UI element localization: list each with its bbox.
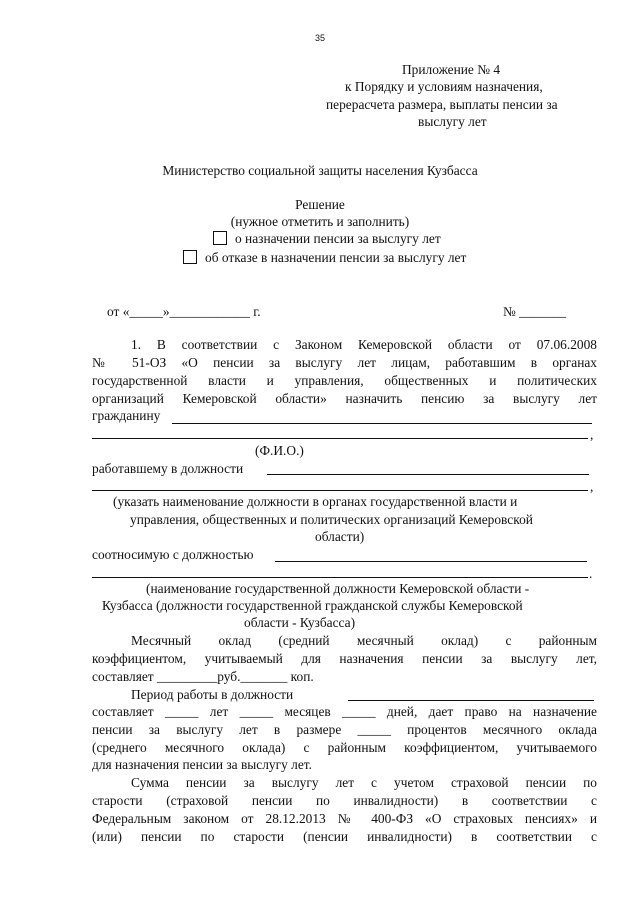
state-position-note-line-1: (наименование государственной должности Кемеровской области -	[146, 581, 530, 596]
appendix-title: Приложение № 4	[402, 62, 501, 77]
work-period-field[interactable]	[348, 700, 594, 701]
state-position-note-line-3: области - Кузбасса)	[244, 615, 356, 630]
page-number: 35	[314, 33, 325, 43]
citizen-name-field[interactable]	[172, 423, 592, 424]
comma-1: ,	[590, 427, 594, 442]
position-note-line-1: (указать наименование должности в органах государственной власти и	[113, 494, 518, 509]
work-period-label: Период работы в должности	[131, 687, 294, 702]
para1-line-4: организаций Кемеровской области» назначить пенсию за выслугу лет	[92, 391, 597, 406]
para1-line-1: 1. В соответствии с Законом Кемеровской области от 07.06.2008	[131, 337, 597, 352]
corresponding-label: соотносимую с должностью	[92, 547, 254, 562]
work-period-line-2: пенсии за выслугу лет в размере _____ процентов месячного оклада	[92, 722, 597, 737]
para1-line-3: государственной власти и управления, общественных и политических	[92, 373, 597, 388]
pension-sum-line-4: (или) пенсии по старости (пенсии инвалидности) в соответствии с	[92, 829, 597, 844]
option-refuse-label: об отказе в назначении пенсии за выслугу лет	[205, 250, 467, 265]
corresponding-field-2[interactable]	[92, 577, 588, 578]
para1-line-2: № 51-ОЗ «О пенсии за выслугу лет лицам, работавшим в органах	[92, 355, 597, 370]
decision-number: № _______	[503, 304, 566, 319]
salary-line-2: коэффициентом, учитываемый для назначения пенсии за выслугу лет,	[92, 651, 597, 666]
citizen-name-field-2[interactable]	[92, 438, 588, 439]
decision-title: Решение	[295, 197, 345, 212]
comma-2: ,	[590, 479, 594, 494]
appendix-line-3: перерасчета размера, выплаты пенсии за	[326, 97, 558, 112]
position-field[interactable]	[267, 474, 589, 475]
corresponding-field[interactable]	[275, 561, 587, 562]
citizen-label: гражданину	[92, 408, 161, 423]
position-note-line-2: управления, общественных и политических организаций Кемеровской	[130, 512, 533, 527]
option-refuse[interactable]	[183, 250, 466, 266]
option-assign-checkbox[interactable]	[213, 231, 227, 245]
option-refuse-checkbox[interactable]	[183, 250, 197, 264]
pension-sum-line-1: Сумма пенсии за выслугу лет с учетом страховой пенсии по	[131, 775, 597, 790]
decision-date: от «_____»____________ г.	[107, 304, 261, 319]
work-period-line-1: составляет _____ лет _____ месяцев _____ дней, дает право на назначение	[92, 704, 597, 719]
fio-label: (Ф.И.О.)	[255, 443, 304, 458]
work-period-line-4: для назначения пенсии за выслугу лет.	[92, 757, 312, 772]
work-period-line-3: (среднего месячного оклада) с районным коэффициентом, учитываемого	[92, 740, 597, 755]
option-assign[interactable]	[213, 231, 441, 247]
period-mark: .	[589, 566, 593, 581]
appendix-line-4: выслугу лет	[418, 114, 487, 129]
position-field-2[interactable]	[92, 490, 588, 491]
decision-instruction: (нужное отметить и заполнить)	[230, 214, 410, 229]
position-note-line-3: области)	[315, 529, 365, 544]
appendix-line-2: к Порядку и условиям назначения,	[345, 79, 543, 94]
salary-line-3: составляет _________руб._______ коп.	[92, 669, 314, 684]
salary-line-1: Месячный оклад (средний месячный оклад) с районным	[131, 633, 597, 648]
option-assign-label: о назначении пенсии за выслугу лет	[235, 231, 441, 246]
state-position-note-line-2: Кузбасса (должности государственной гражданской службы Кемеровской	[102, 598, 523, 613]
pension-sum-line-2: старости (страховой пенсии по инвалидности) в соответствии с	[92, 793, 597, 808]
position-label: работавшему в должности	[92, 461, 244, 476]
ministry-name: Министерство социальной защиты населения Кузбасса	[162, 163, 478, 178]
pension-sum-line-3: Федеральным законом от 28.12.2013 № 400-ФЗ «О страховых пенсиях» и	[92, 811, 597, 826]
